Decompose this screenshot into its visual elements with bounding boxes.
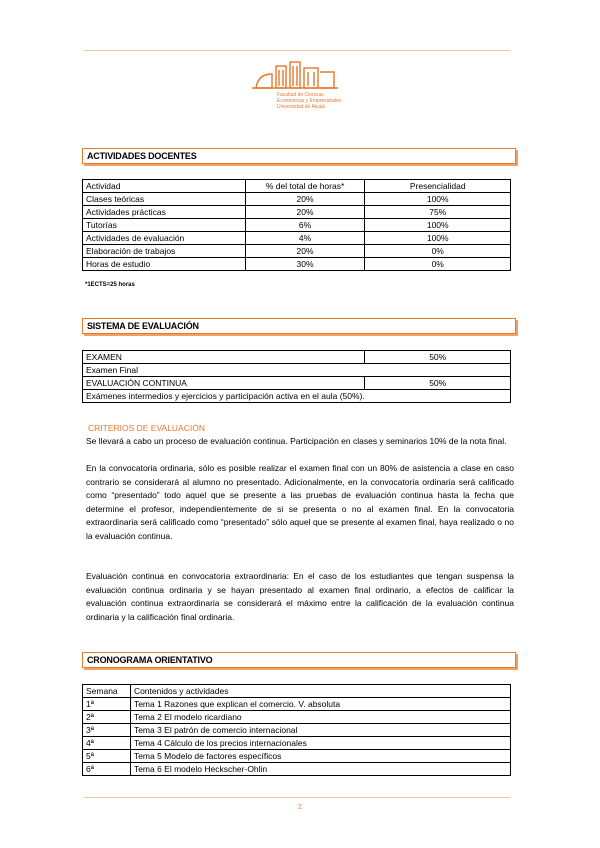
table-cell: Clases teóricas: [83, 193, 246, 206]
table-cell: 20%: [245, 206, 365, 219]
table-cell: 5ª: [83, 750, 131, 763]
header-rule: [84, 50, 510, 51]
table-cell: 4%: [245, 232, 365, 245]
table-header-cell: Actividad: [83, 180, 246, 193]
table-cell: Actividades prácticas: [83, 206, 246, 219]
table-cell: 100%: [365, 219, 511, 232]
table-cell: Tema 5 Modelo de factores específicos: [130, 750, 510, 763]
table-header-cell: Contenidos y actividades: [130, 685, 510, 698]
table-cell: 100%: [365, 193, 511, 206]
criteria-title: CRITERIOS DE EVALUACIÓN: [88, 423, 205, 433]
table-row: [83, 711, 511, 724]
table-cell: 0%: [365, 258, 511, 271]
table-row: [83, 724, 511, 737]
table-cell: Horas de estudio: [83, 258, 246, 271]
table-cell: 6ª: [83, 763, 131, 776]
table-row: [83, 750, 511, 763]
logo-line-3: Universidad de Alcalá: [277, 104, 326, 110]
table-row: [83, 364, 511, 377]
table-row: [83, 245, 511, 258]
table-cell: Tema 6 El modelo Heckscher-Ohlin: [130, 763, 510, 776]
table-row: [83, 763, 511, 776]
table-cell: 2ª: [83, 711, 131, 724]
table-cell: Examen Final: [83, 364, 511, 377]
table-header-row: [83, 685, 511, 698]
evaluation-table: [82, 350, 511, 403]
schedule-section-title: CRONOGRAMA ORIENTATIVO: [87, 655, 213, 665]
activities-section-title: ACTIVIDADES DOCENTES: [87, 151, 197, 161]
table-cell: 3ª: [83, 724, 131, 737]
table-cell: 6%: [245, 219, 365, 232]
table-row: [83, 193, 511, 206]
logo-line-2: Económicas y Empresariales: [277, 98, 342, 104]
table-header-cell: Semana: [83, 685, 131, 698]
table-row: [83, 232, 511, 245]
table-cell: 1ª: [83, 698, 131, 711]
evaluation-section-header: [82, 318, 516, 334]
table-cell: 0%: [365, 245, 511, 258]
table-row: [83, 219, 511, 232]
activities-section-header: [82, 148, 516, 164]
evaluation-section-title: SISTEMA DE EVALUACIÓN: [87, 321, 199, 331]
criteria-paragraph-1: Se llevará a cabo un proceso de evaluación continua. Participación en clases y seminarios 10% de la nota final.: [86, 436, 507, 446]
activities-table: [82, 179, 511, 271]
table-row: [83, 390, 511, 403]
table-cell: Tutorías: [83, 219, 246, 232]
table-header-row: [83, 180, 511, 193]
table-cell: Tema 1 Razones que explican el comercio. V. absoluta: [130, 698, 510, 711]
footer-rule: [84, 797, 510, 798]
table-cell: 30%: [245, 258, 365, 271]
table-cell: Exámenes intermedios y ejercicios y participación activa en el aula (50%).: [83, 390, 511, 403]
table-row: [83, 258, 511, 271]
table-row: [83, 737, 511, 750]
table-cell: 4ª: [83, 737, 131, 750]
page-number: 2: [298, 804, 302, 811]
table-cell: 75%: [365, 206, 511, 219]
table-row: [83, 206, 511, 219]
table-header-cell: % del total de horas*: [245, 180, 365, 193]
table-cell: 50%: [365, 377, 511, 390]
table-header-cell: Presencialidad: [365, 180, 511, 193]
table-cell: 100%: [365, 232, 511, 245]
table-cell: 20%: [245, 193, 365, 206]
table-cell: Tema 2 El modelo ricardiano: [130, 711, 510, 724]
table-cell: Actividades de evaluación: [83, 232, 246, 245]
table-cell: Tema 4 Cálculo de los precios internacionales: [130, 737, 510, 750]
schedule-section-header: [82, 652, 516, 668]
table-cell: 20%: [245, 245, 365, 258]
table-cell: EVALUACIÓN CONTINUA: [83, 377, 365, 390]
criteria-paragraph-2: En la convocatoria ordinaria, sólo es posible realizar el examen final con un 80% de asistencia a clase en caso contrario se considerará al alumno no presentado. Adicionalmente, en la convocatoria ordinaria será calificado como “presentado” todo aquel que se presente a las pruebas de evaluación continua hasta la fecha que determine el profesor, independientemente de si se presenta o no al examen final. En la convocatoria extraordinaria será calificado como “presentado” sólo aquel que se presente al examen final, haya realizado o no la evaluación continua.: [86, 463, 514, 541]
criteria-paragraph-3: Evaluación continua en convocatoria extraordinaria: En el caso de los estudiantes que tengan suspensa la evaluación continua ordinaria y se hayan presentado al examen final ordinario, a efectos de calificar la evaluación continua extraordinaria se considerará el máximo entre la calificación de la evaluación continua ordinaria y la calificación final ordinaria.: [86, 571, 514, 622]
table-cell: 50%: [365, 351, 511, 364]
table-row: [83, 698, 511, 711]
logo-line-1: Facultad de Ciencias: [277, 92, 324, 98]
schedule-table: [82, 684, 511, 776]
table-cell: EXAMEN: [83, 351, 365, 364]
table-row: [83, 377, 511, 390]
table-cell: Tema 3 El patrón de comercio internacional: [130, 724, 510, 737]
table-cell: Elaboración de trabajos: [83, 245, 246, 258]
ects-footnote: *1ECTS=25 horas: [85, 282, 135, 288]
table-row: [83, 351, 511, 364]
